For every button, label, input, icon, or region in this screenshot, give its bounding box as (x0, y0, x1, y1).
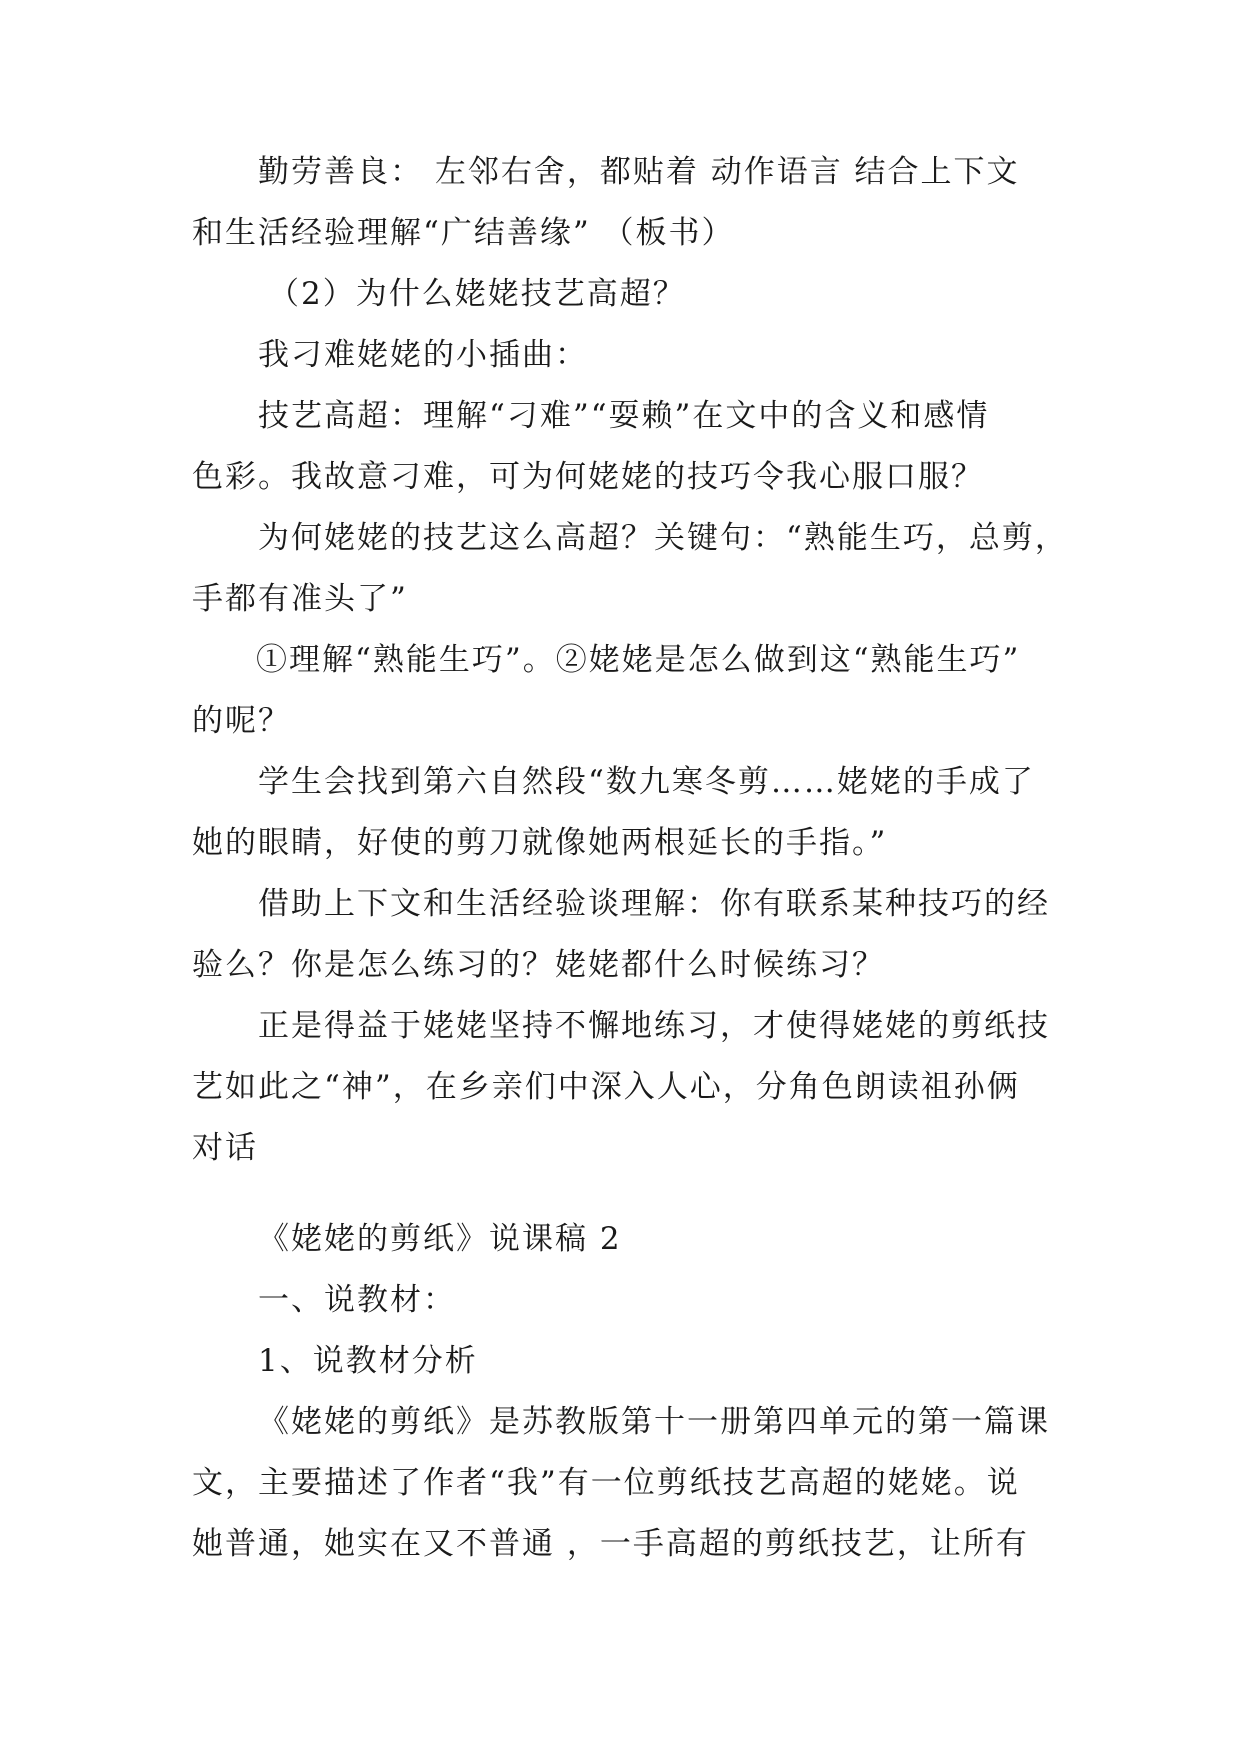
text-line: 为何姥姥的技艺这么高超？关键句：“熟能生巧，总剪， (258, 520, 1068, 556)
text-line: 勤劳善良： 左邻右舍，都贴着 动作语言 结合上下文 (258, 154, 1020, 190)
text-line: （2）为什么姥姥技艺高超？ (268, 276, 686, 312)
text-line: 色彩。我故意刁难，可为何姥姥的技巧令我心服口服？ (192, 459, 984, 495)
text-line: 借助上下文和生活经验谈理解：你有联系某种技巧的经 (258, 886, 1050, 922)
text-line: 正是得益于姥姥坚持不懈地练习，才使得姥姥的剪纸技 (258, 1008, 1050, 1044)
text-line: 《姥姥的剪纸》是苏教版第十一册第四单元的第一篇课 (258, 1404, 1050, 1440)
document-page (192, 154, 1068, 1590)
text-line: 我刁难姥姥的小插曲： (258, 337, 588, 373)
text-line: 文，主要描述了作者“我”有一位剪纸技艺高超的姥姥。说 (192, 1465, 1020, 1501)
text-line: ①理解“熟能生巧”。②姥姥是怎么做到这“熟能生巧” (256, 642, 1021, 678)
text-line: 和生活经验理解“广结善缘” （板书） (192, 215, 735, 251)
subsection-heading: 1、说教材分析 (258, 1343, 478, 1379)
text-line: 她普通，她实在又不普通 ，一手高超的剪纸技艺，让所有 (192, 1526, 1029, 1562)
text-line: 对话 (192, 1130, 258, 1166)
text-line: 学生会找到第六自然段“数九寒冬剪……姥姥的手成了 (258, 764, 1035, 800)
text-line: 验么？你是怎么练习的？姥姥都什么时候练习？ (192, 947, 885, 983)
section-title: 《姥姥的剪纸》说课稿 2 (258, 1221, 622, 1257)
text-line: 她的眼睛，好使的剪刀就像她两根延长的手指。” (192, 825, 888, 861)
section-heading: 一、说教材： (258, 1282, 456, 1318)
text-line: 的呢？ (192, 703, 291, 739)
text-line: 技艺高超：理解“刁难”“耍赖”在文中的含义和感情 (258, 398, 990, 434)
text-line: 手都有准头了” (192, 581, 408, 617)
text-line: 艺如此之“神”，在乡亲们中深入人心，分角色朗读祖孙俩 (192, 1069, 1020, 1105)
